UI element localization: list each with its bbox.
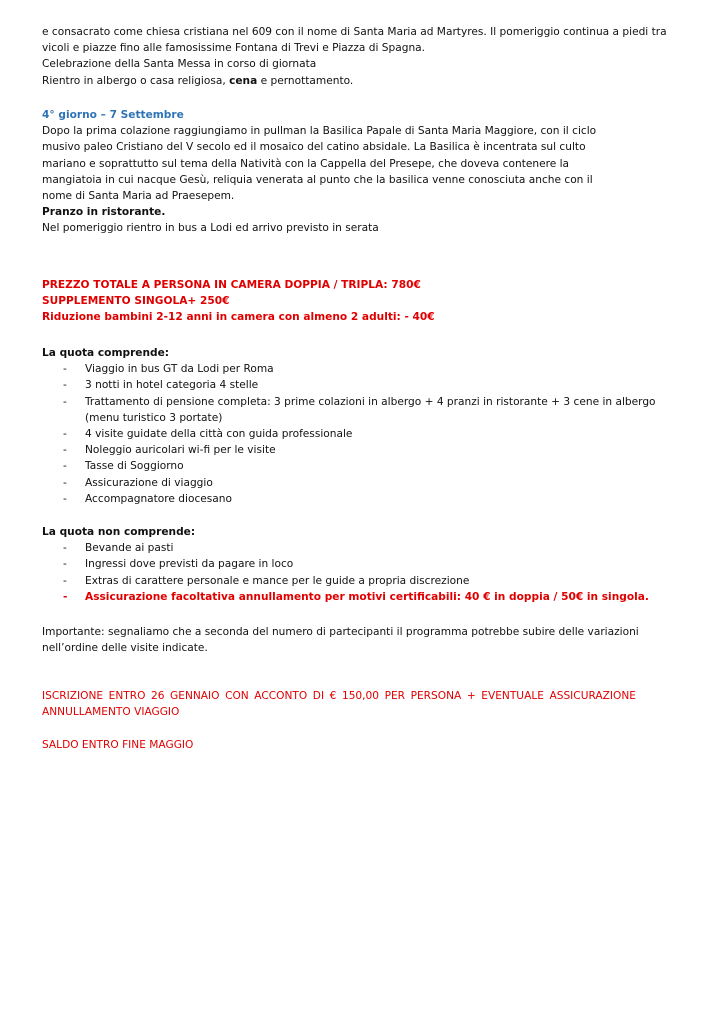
- day4-heading: 4° giorno – 7 Settembre: [42, 109, 184, 121]
- note-line-2: nell’ordine delle visite indicate.: [42, 642, 208, 655]
- list-item: - 4 visite guidate della città con guida professionale: [42, 426, 684, 442]
- list-item: - Viaggio in bus GT da Lodi per Roma: [42, 361, 684, 377]
- includes-section: [42, 345, 684, 507]
- registration-line-1: ISCRIZIONE ENTRO 26 GENNAIO CON ACCONTO DI € 150,00 PER PERSONA + EVENTUALE ASSICURAZIONE: [42, 690, 636, 702]
- excludes-heading: La quota non comprende:: [42, 526, 196, 538]
- registration-section: [42, 688, 684, 720]
- includes-list: [42, 361, 684, 507]
- intro-line-4-pre: Rientro in albergo o casa religiosa,: [42, 74, 230, 87]
- intro-paragraph: [42, 24, 684, 89]
- list-item: - Assicurazione di viaggio: [42, 475, 684, 491]
- price-total: PREZZO TOTALE A PERSONA IN CAMERA DOPPIA / TRIPLA: 780€: [42, 279, 421, 291]
- important-note: [42, 624, 684, 656]
- day4-line-5: nome di Santa Maria ad Praesepem.: [42, 190, 235, 203]
- includes-heading: La quota comprende:: [42, 347, 170, 359]
- day4-line-4: mangiatoia in cui nacque Gesù, reliquia venerata al punto che la basilica venne conosciuta anche con il: [42, 173, 593, 186]
- day4-line-2: musivo paleo Cristiano del V secolo ed il mosaico del catino absidale. La Basilica è incentrata sul culto: [42, 141, 586, 154]
- intro-line-4-post: e pernottamento.: [257, 74, 354, 87]
- excludes-section: [42, 524, 684, 605]
- intro-line-4-dinner: cena: [229, 74, 258, 87]
- excludes-list: [42, 540, 684, 605]
- day4-return: Nel pomeriggio rientro in bus a Lodi ed arrivo previsto in serata: [42, 222, 379, 235]
- list-item: - Tasse di Soggiorno: [42, 458, 684, 474]
- day4-line-1: Dopo la prima colazione raggiungiamo in pullman la Basilica Papale di Santa Maria Maggiore, con il ciclo: [42, 125, 597, 138]
- list-item: - Ingressi dove previsti da pagare in loco: [42, 556, 684, 572]
- intro-line-2: vicoli e piazze fino alle famosissime Fontana di Trevi e Piazza di Spagna.: [42, 42, 426, 55]
- list-item: - Accompagnatore diocesano: [42, 491, 684, 507]
- prices-section: [42, 277, 684, 326]
- intro-line-1: e consacrato come chiesa cristiana nel 609 con il nome di Santa Maria ad Martyres. Il pomeriggio continua a piedi tra: [42, 26, 667, 38]
- list-item: - 3 notti in hotel categoria 4 stelle: [42, 377, 684, 393]
- day4-line-3: mariano e soprattutto sul tema della Natività con la Cappella del Presepe, che doveva contenere la: [42, 157, 570, 170]
- list-item: [42, 394, 684, 426]
- note-line-1: Importante: segnaliamo che a seconda del numero di partecipanti il programma potrebbe subire delle variazioni: [42, 626, 639, 638]
- registration-line-2: ANNULLAMENTO VIAGGIO: [42, 706, 180, 719]
- list-item-text: Trattamento di pensione completa: 3 prime colazioni in albergo + 4 pranzi in ristorante + 3 cene in albergo: [85, 395, 656, 408]
- list-item: - Noleggio auricolari wi-fi per le visite: [42, 442, 684, 458]
- list-item: - Extras di carattere personale e mance per le guide a propria discrezione: [42, 573, 684, 589]
- intro-line-4: [42, 73, 684, 89]
- balance-section: [42, 737, 684, 753]
- price-single-supplement: SUPPLEMENTO SINGOLA+ 250€: [42, 295, 230, 308]
- price-children-reduction: Riduzione bambini 2-12 anni in camera con almeno 2 adulti: - 40€: [42, 311, 435, 324]
- day4-lunch: Pranzo in ristorante.: [42, 206, 166, 219]
- list-item-insurance: - Assicurazione facoltativa annullamento per motivi certificabili: 40 € in doppia / 50€ in singola.: [42, 589, 684, 605]
- balance-line: SALDO ENTRO FINE MAGGIO: [42, 739, 194, 751]
- day4-section: [42, 107, 684, 237]
- intro-line-3: Celebrazione della Santa Messa in corso di giornata: [42, 58, 317, 71]
- list-item-text-cont: (menu turistico 3 portate): [85, 411, 223, 424]
- list-item: - Bevande ai pasti: [42, 540, 684, 556]
